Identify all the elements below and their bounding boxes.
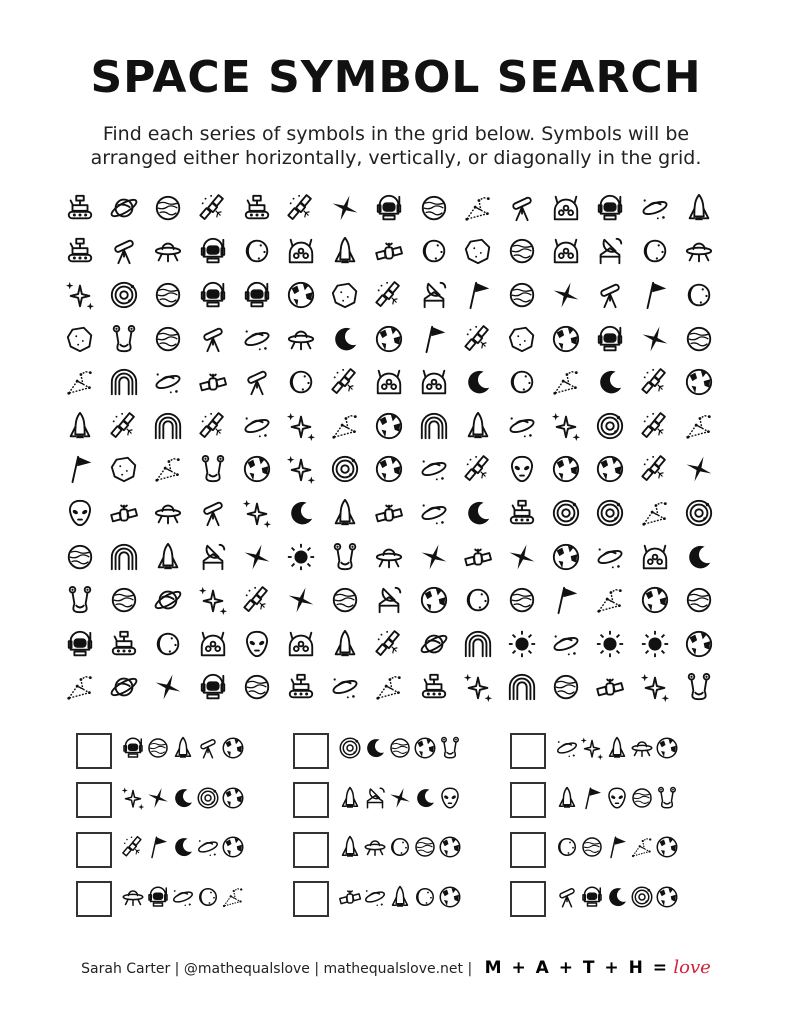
answer-checkbox[interactable]: [293, 881, 329, 917]
saturn-icon[interactable]: [102, 186, 146, 230]
earth-icon[interactable]: [544, 317, 588, 361]
ufo-saucer-icon[interactable]: [588, 535, 632, 579]
rocket-icon: [388, 885, 413, 914]
moon-icon[interactable]: [412, 230, 456, 274]
rocket-icon: [555, 786, 580, 815]
sparkle-icon[interactable]: [146, 666, 190, 710]
helmet-icon: [121, 736, 146, 765]
symbol-sequence: [338, 786, 463, 815]
rainbow-icon[interactable]: [412, 404, 456, 448]
satellite-icon[interactable]: [367, 491, 411, 535]
sparkle-icon[interactable]: [412, 535, 456, 579]
rainbow-icon[interactable]: [146, 404, 190, 448]
earth-icon[interactable]: [544, 535, 588, 579]
constellation-icon[interactable]: [146, 448, 190, 492]
satellite-panel-icon[interactable]: [456, 448, 500, 492]
rocket-icon[interactable]: [677, 186, 721, 230]
jupiter-icon: [146, 736, 171, 765]
instructions-line-2: arranged either horizontally, vertically, or diagonally in the grid.: [90, 147, 702, 169]
symbol-sequence: [338, 835, 463, 864]
flag-icon: [580, 786, 605, 815]
flag-icon: [146, 835, 171, 864]
robot-icon[interactable]: [367, 360, 411, 404]
robot-icon[interactable]: [632, 535, 676, 579]
answer-checkbox[interactable]: [293, 782, 329, 818]
orbit-icon[interactable]: [677, 491, 721, 535]
jupiter-icon[interactable]: [412, 186, 456, 230]
crescent-icon: [605, 885, 630, 914]
satellite-icon[interactable]: [588, 666, 632, 710]
constellation-icon[interactable]: [367, 666, 411, 710]
earth-icon[interactable]: [677, 622, 721, 666]
alien-icon[interactable]: [58, 491, 102, 535]
answer-checkbox[interactable]: [76, 832, 112, 868]
earth-icon[interactable]: [677, 360, 721, 404]
moon-icon[interactable]: [146, 622, 190, 666]
rainbow-icon[interactable]: [102, 360, 146, 404]
flag-icon: [605, 835, 630, 864]
ufo-icon[interactable]: [146, 491, 190, 535]
helmet-icon[interactable]: [191, 230, 235, 274]
rocket-icon: [338, 786, 363, 815]
footer: [0, 957, 792, 978]
ufo-icon[interactable]: [146, 230, 190, 274]
answer-checkbox[interactable]: [76, 733, 112, 769]
answer-checkbox[interactable]: [510, 881, 546, 917]
satellite-dish-icon[interactable]: [412, 273, 456, 317]
stars-icon[interactable]: [544, 404, 588, 448]
sun-icon[interactable]: [500, 622, 544, 666]
rocket-icon: [605, 736, 630, 765]
rover-icon[interactable]: [279, 666, 323, 710]
alien-slug-icon[interactable]: [677, 666, 721, 710]
orbit-icon: [196, 786, 221, 815]
symbol-sequence: [338, 736, 463, 765]
orbit-icon: [338, 736, 363, 765]
asteroid-icon[interactable]: [323, 273, 367, 317]
sparkle-icon[interactable]: [235, 535, 279, 579]
helmet-icon: [580, 885, 605, 914]
symbol-sequence: [338, 885, 463, 914]
asteroid-icon[interactable]: [102, 448, 146, 492]
sparkle-icon[interactable]: [323, 186, 367, 230]
earth-icon[interactable]: [588, 448, 632, 492]
helmet-icon[interactable]: [588, 186, 632, 230]
flag-icon[interactable]: [456, 273, 500, 317]
orbit-icon[interactable]: [323, 448, 367, 492]
satellite-panel-icon[interactable]: [191, 404, 235, 448]
telescope-icon[interactable]: [500, 186, 544, 230]
crescent-icon[interactable]: [279, 491, 323, 535]
jupiter-icon[interactable]: [146, 317, 190, 361]
asteroid-icon[interactable]: [456, 230, 500, 274]
jupiter-icon: [630, 786, 655, 815]
helmet-icon[interactable]: [235, 273, 279, 317]
satellite-panel-icon: [121, 835, 146, 864]
earth-icon: [413, 736, 438, 765]
answer-key-item: [510, 875, 727, 925]
alien-slug-icon: [655, 786, 680, 815]
stars-icon: [121, 786, 146, 815]
sun-icon[interactable]: [279, 535, 323, 579]
symbol-sequence: [121, 736, 246, 765]
answer-key-item: [293, 825, 510, 875]
stars-icon[interactable]: [632, 666, 676, 710]
earth-icon[interactable]: [412, 578, 456, 622]
telescope-icon[interactable]: [102, 230, 146, 274]
moon-icon[interactable]: [632, 230, 676, 274]
sparkle-icon[interactable]: [544, 273, 588, 317]
asteroid-icon[interactable]: [58, 317, 102, 361]
constellation-icon[interactable]: [323, 404, 367, 448]
answer-key-item: [293, 776, 510, 826]
ufo-icon[interactable]: [367, 535, 411, 579]
ufo-icon[interactable]: [279, 317, 323, 361]
answer-checkbox[interactable]: [76, 782, 112, 818]
alien-icon: [605, 786, 630, 815]
symbol-sequence: [555, 736, 680, 765]
sparkle-icon[interactable]: [279, 578, 323, 622]
rocket-icon[interactable]: [323, 230, 367, 274]
moon-icon[interactable]: [456, 578, 500, 622]
sun-icon[interactable]: [588, 622, 632, 666]
earth-icon[interactable]: [279, 273, 323, 317]
answer-checkbox[interactable]: [510, 782, 546, 818]
earth-icon: [655, 835, 680, 864]
symbol-sequence: [555, 786, 680, 815]
answer-key-item: [293, 726, 510, 776]
orbit-icon[interactable]: [544, 491, 588, 535]
crescent-icon[interactable]: [456, 360, 500, 404]
sparkle-icon[interactable]: [500, 535, 544, 579]
robot-icon[interactable]: [279, 622, 323, 666]
jupiter-icon[interactable]: [146, 273, 190, 317]
earth-icon[interactable]: [367, 448, 411, 492]
satellite-panel-icon[interactable]: [632, 448, 676, 492]
rocket-icon[interactable]: [58, 404, 102, 448]
earth-icon: [438, 885, 463, 914]
instructions: [0, 122, 792, 170]
answer-key: [76, 726, 736, 924]
moon-icon[interactable]: [279, 360, 323, 404]
saturn-icon[interactable]: [146, 578, 190, 622]
jupiter-icon[interactable]: [500, 230, 544, 274]
answer-key-item: [510, 726, 727, 776]
rover-icon[interactable]: [500, 491, 544, 535]
helmet-icon: [146, 885, 171, 914]
answer-key-item: [293, 875, 510, 925]
earth-icon[interactable]: [235, 448, 279, 492]
crescent-icon[interactable]: [677, 535, 721, 579]
ufo-saucer-icon[interactable]: [412, 448, 456, 492]
earth-icon: [655, 885, 680, 914]
rainbow-icon[interactable]: [456, 622, 500, 666]
satellite-panel-icon[interactable]: [102, 404, 146, 448]
constellation-icon[interactable]: [677, 404, 721, 448]
answer-key-item: [76, 875, 293, 925]
jupiter-icon[interactable]: [500, 578, 544, 622]
jupiter-icon[interactable]: [102, 578, 146, 622]
asteroid-icon[interactable]: [500, 317, 544, 361]
moon-icon: [388, 835, 413, 864]
answer-key-item: [76, 825, 293, 875]
rocket-icon[interactable]: [146, 535, 190, 579]
rainbow-icon[interactable]: [102, 535, 146, 579]
answer-key-item: [510, 776, 727, 826]
stars-icon[interactable]: [235, 491, 279, 535]
jupiter-icon: [580, 835, 605, 864]
earth-icon[interactable]: [367, 317, 411, 361]
helmet-icon[interactable]: [191, 273, 235, 317]
moon-icon[interactable]: [500, 360, 544, 404]
ufo-saucer-icon[interactable]: [146, 360, 190, 404]
saturn-icon[interactable]: [102, 666, 146, 710]
robot-icon[interactable]: [279, 230, 323, 274]
orbit-icon: [630, 885, 655, 914]
crescent-icon: [171, 835, 196, 864]
moon-icon[interactable]: [677, 273, 721, 317]
jupiter-icon[interactable]: [677, 317, 721, 361]
crescent-icon[interactable]: [323, 317, 367, 361]
ufo-saucer-icon[interactable]: [323, 666, 367, 710]
alien-icon[interactable]: [500, 448, 544, 492]
alien-slug-icon[interactable]: [58, 578, 102, 622]
ufo-icon: [630, 736, 655, 765]
crescent-icon: [171, 786, 196, 815]
stars-icon[interactable]: [279, 404, 323, 448]
telescope-icon[interactable]: [191, 491, 235, 535]
earth-icon: [221, 736, 246, 765]
sun-icon[interactable]: [632, 622, 676, 666]
satellite-dish-icon: [363, 786, 388, 815]
helmet-icon[interactable]: [191, 666, 235, 710]
satellite-panel-icon[interactable]: [456, 317, 500, 361]
earth-icon[interactable]: [367, 404, 411, 448]
answer-key-item: [76, 726, 293, 776]
rover-icon[interactable]: [235, 186, 279, 230]
answer-checkbox[interactable]: [510, 832, 546, 868]
constellation-icon: [630, 835, 655, 864]
rover-icon[interactable]: [412, 666, 456, 710]
satellite-panel-icon[interactable]: [279, 186, 323, 230]
footer-brand: M + A + T + H =: [484, 958, 669, 978]
stars-icon[interactable]: [58, 273, 102, 317]
alien-icon[interactable]: [235, 622, 279, 666]
satellite-icon[interactable]: [191, 360, 235, 404]
moon-icon: [413, 885, 438, 914]
stars-icon[interactable]: [456, 666, 500, 710]
satellite-panel-icon[interactable]: [235, 578, 279, 622]
moon-icon: [555, 835, 580, 864]
satellite-panel-icon[interactable]: [632, 404, 676, 448]
footer-credits: Sarah Carter | @mathequalslove | mathequalslove.net |: [81, 961, 473, 977]
robot-icon[interactable]: [191, 622, 235, 666]
earth-icon: [438, 835, 463, 864]
symbol-sequence: [121, 786, 246, 815]
jupiter-icon[interactable]: [677, 578, 721, 622]
symbol-sequence: [121, 835, 246, 864]
robot-icon[interactable]: [544, 230, 588, 274]
page-title: SPACE SYMBOL SEARCH: [90, 52, 702, 103]
jupiter-icon[interactable]: [323, 578, 367, 622]
earth-icon: [221, 786, 246, 815]
answer-key-item: [510, 825, 727, 875]
ufo-saucer-icon[interactable]: [235, 404, 279, 448]
moon-icon[interactable]: [235, 230, 279, 274]
ufo-saucer-icon[interactable]: [500, 404, 544, 448]
ufo-saucer-icon: [171, 885, 196, 914]
ufo-icon: [121, 885, 146, 914]
answer-key-item: [76, 776, 293, 826]
helmet-icon[interactable]: [367, 186, 411, 230]
ufo-saucer-icon[interactable]: [632, 186, 676, 230]
jupiter-icon: [388, 736, 413, 765]
rover-icon[interactable]: [102, 622, 146, 666]
satellite-icon[interactable]: [367, 230, 411, 274]
rainbow-icon[interactable]: [500, 666, 544, 710]
stars-icon: [580, 736, 605, 765]
orbit-icon[interactable]: [588, 491, 632, 535]
ufo-saucer-icon: [555, 736, 580, 765]
ufo-saucer-icon: [363, 885, 388, 914]
rover-icon[interactable]: [58, 230, 102, 274]
satellite-dish-icon[interactable]: [588, 230, 632, 274]
earth-icon[interactable]: [632, 578, 676, 622]
crescent-icon[interactable]: [588, 360, 632, 404]
symbol-grid: [58, 186, 730, 709]
satellite-panel-icon[interactable]: [632, 360, 676, 404]
telescope-icon: [196, 736, 221, 765]
sparkle-icon: [388, 786, 413, 815]
constellation-icon[interactable]: [632, 491, 676, 535]
ufo-saucer-icon: [196, 835, 221, 864]
flag-icon[interactable]: [632, 273, 676, 317]
symbol-sequence: [555, 835, 680, 864]
stars-icon[interactable]: [279, 448, 323, 492]
constellation-icon[interactable]: [456, 186, 500, 230]
saturn-icon[interactable]: [412, 622, 456, 666]
stars-icon[interactable]: [191, 578, 235, 622]
jupiter-icon[interactable]: [146, 186, 190, 230]
constellation-icon[interactable]: [58, 360, 102, 404]
constellation-icon[interactable]: [544, 360, 588, 404]
robot-icon[interactable]: [544, 186, 588, 230]
rocket-icon: [171, 736, 196, 765]
rocket-icon[interactable]: [323, 491, 367, 535]
satellite-panel-icon[interactable]: [367, 622, 411, 666]
ufo-saucer-icon[interactable]: [412, 491, 456, 535]
rocket-icon[interactable]: [456, 404, 500, 448]
helmet-icon[interactable]: [58, 622, 102, 666]
alien-slug-icon: [438, 736, 463, 765]
sparkle-icon[interactable]: [632, 317, 676, 361]
orbit-icon[interactable]: [102, 273, 146, 317]
satellite-icon: [338, 885, 363, 914]
telescope-icon: [555, 885, 580, 914]
crescent-icon: [413, 786, 438, 815]
rocket-icon: [338, 835, 363, 864]
satellite-panel-icon[interactable]: [323, 360, 367, 404]
satellite-icon[interactable]: [102, 491, 146, 535]
flag-icon[interactable]: [544, 578, 588, 622]
telescope-icon[interactable]: [235, 360, 279, 404]
jupiter-icon[interactable]: [544, 666, 588, 710]
answer-checkbox[interactable]: [293, 733, 329, 769]
ufo-icon[interactable]: [677, 230, 721, 274]
earth-icon: [221, 835, 246, 864]
footer-love: love: [673, 957, 711, 978]
answer-checkbox[interactable]: [510, 733, 546, 769]
rocket-icon[interactable]: [323, 622, 367, 666]
alien-slug-icon[interactable]: [191, 448, 235, 492]
ufo-saucer-icon[interactable]: [544, 622, 588, 666]
jupiter-icon[interactable]: [58, 535, 102, 579]
flag-icon[interactable]: [58, 448, 102, 492]
moon-icon: [196, 885, 221, 914]
symbol-sequence: [555, 885, 680, 914]
instructions-line-1: Find each series of symbols in the grid below. Symbols will be: [102, 123, 690, 145]
earth-icon[interactable]: [544, 448, 588, 492]
rover-icon[interactable]: [58, 186, 102, 230]
satellite-panel-icon[interactable]: [191, 186, 235, 230]
telescope-icon[interactable]: [588, 273, 632, 317]
satellite-dish-icon[interactable]: [191, 535, 235, 579]
constellation-icon: [221, 885, 246, 914]
alien-icon: [438, 786, 463, 815]
satellite-dish-icon[interactable]: [367, 578, 411, 622]
crescent-icon: [363, 736, 388, 765]
answer-checkbox[interactable]: [76, 881, 112, 917]
jupiter-icon[interactable]: [500, 273, 544, 317]
ufo-icon: [363, 835, 388, 864]
sparkle-icon[interactable]: [677, 448, 721, 492]
jupiter-icon: [413, 835, 438, 864]
telescope-icon[interactable]: [191, 317, 235, 361]
jupiter-icon[interactable]: [235, 666, 279, 710]
helmet-icon[interactable]: [588, 317, 632, 361]
alien-slug-icon[interactable]: [323, 535, 367, 579]
alien-slug-icon[interactable]: [102, 317, 146, 361]
symbol-sequence: [121, 885, 246, 914]
sparkle-icon: [146, 786, 171, 815]
crescent-icon[interactable]: [456, 491, 500, 535]
flag-icon[interactable]: [412, 317, 456, 361]
constellation-icon[interactable]: [58, 666, 102, 710]
satellite-icon[interactable]: [456, 535, 500, 579]
robot-icon[interactable]: [412, 360, 456, 404]
orbit-icon[interactable]: [588, 404, 632, 448]
satellite-panel-icon[interactable]: [367, 273, 411, 317]
constellation-icon[interactable]: [588, 578, 632, 622]
earth-icon: [655, 736, 680, 765]
ufo-saucer-icon[interactable]: [235, 317, 279, 361]
answer-checkbox[interactable]: [293, 832, 329, 868]
